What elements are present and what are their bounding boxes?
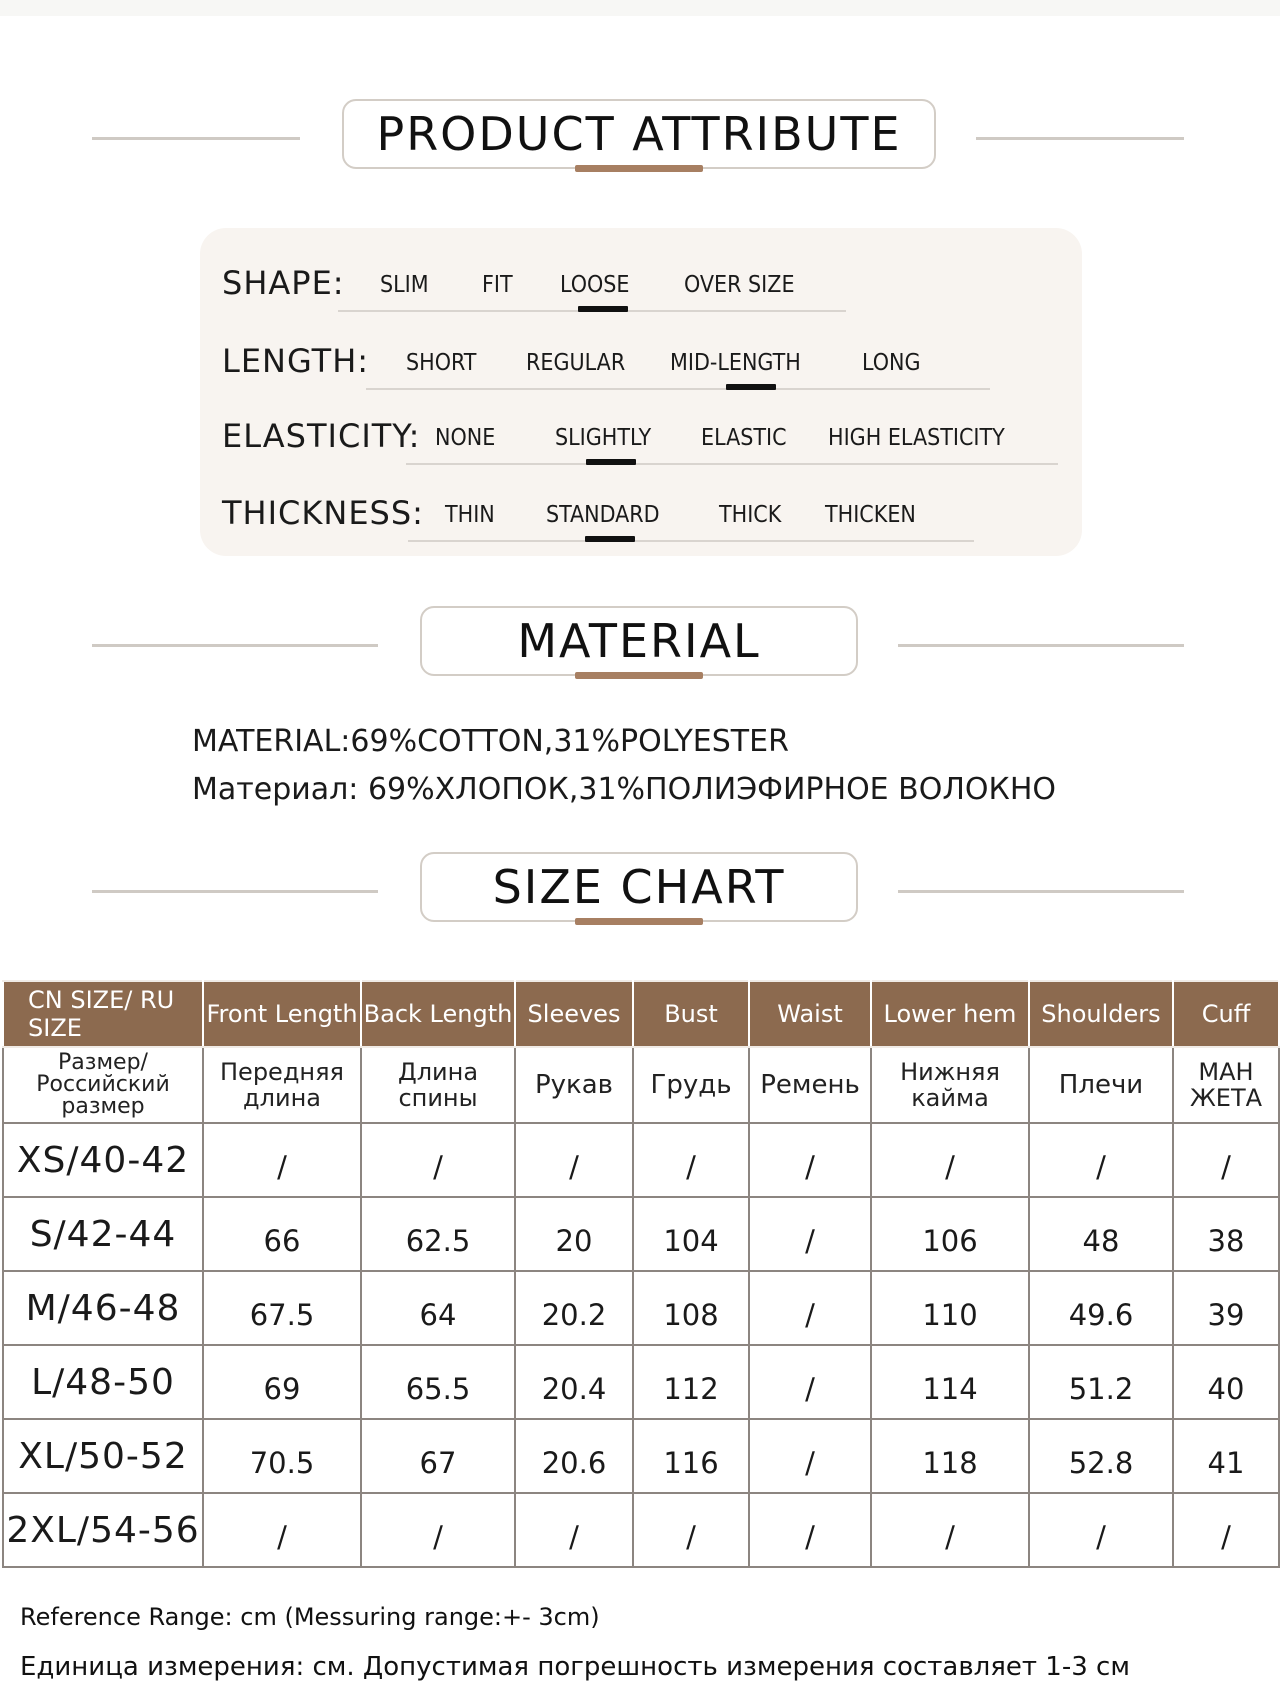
header-size: CN SIZE/ RU SIZE bbox=[3, 981, 203, 1047]
table-cell: 20.2 bbox=[515, 1271, 633, 1345]
table-cell: 65.5 bbox=[361, 1345, 515, 1419]
header-ru-back-length: Длина спины bbox=[361, 1047, 515, 1123]
option-thin: THIN bbox=[445, 502, 495, 528]
table-cell: / bbox=[1029, 1493, 1173, 1567]
table-cell: 20.6 bbox=[515, 1419, 633, 1493]
header-ru-bust: Грудь bbox=[633, 1047, 749, 1123]
table-cell: / bbox=[633, 1493, 749, 1567]
table-header-row-ru bbox=[3, 1047, 1279, 1123]
header-ru-lower-hem: Нижняя кайма bbox=[871, 1047, 1029, 1123]
size-chart-header bbox=[0, 852, 1280, 932]
table-cell: 67 bbox=[361, 1419, 515, 1493]
size-chart-title: SIZE CHART bbox=[420, 852, 858, 922]
header-shoulders: Shoulders bbox=[1029, 981, 1173, 1047]
table-cell: 20.4 bbox=[515, 1345, 633, 1419]
top-band bbox=[0, 0, 1280, 16]
table-cell: 66 bbox=[203, 1197, 361, 1271]
header-rule-left bbox=[92, 137, 300, 140]
header-ru-size: Размер/ Российский размер bbox=[3, 1047, 203, 1123]
table-cell: / bbox=[515, 1493, 633, 1567]
header-waist: Waist bbox=[749, 981, 871, 1047]
table-cell: 64 bbox=[361, 1271, 515, 1345]
selected-indicator bbox=[578, 306, 628, 312]
header-ru-shoulders: Плечи bbox=[1029, 1047, 1173, 1123]
table-cell: 70.5 bbox=[203, 1419, 361, 1493]
option-standard: STANDARD bbox=[546, 502, 660, 528]
option-over-size: OVER SIZE bbox=[684, 272, 795, 298]
option-long: LONG bbox=[862, 350, 921, 376]
attribute-label: THICKNESS: bbox=[222, 494, 424, 532]
table-cell: / bbox=[749, 1123, 871, 1197]
table-row bbox=[3, 1345, 1279, 1419]
table-cell: 114 bbox=[871, 1345, 1029, 1419]
size-cell: XL/50-52 bbox=[3, 1419, 203, 1493]
table-cell: 49.6 bbox=[1029, 1271, 1173, 1345]
attribute-row-thickness bbox=[200, 480, 1082, 540]
table-cell: 116 bbox=[633, 1419, 749, 1493]
header-cuff: Cuff bbox=[1173, 981, 1279, 1047]
table-cell: / bbox=[1173, 1493, 1279, 1567]
attribute-label: SHAPE: bbox=[222, 264, 345, 302]
table-cell: / bbox=[361, 1123, 515, 1197]
header-rule-right bbox=[898, 890, 1184, 893]
table-row bbox=[3, 1493, 1279, 1567]
table-cell: 38 bbox=[1173, 1197, 1279, 1271]
header-ru-front-length: Передняя длина bbox=[203, 1047, 361, 1123]
reference-range-en: Reference Range: cm (Messuring range:+- 3cm) bbox=[20, 1603, 600, 1631]
table-cell: / bbox=[1173, 1123, 1279, 1197]
option-loose: LOOSE bbox=[560, 272, 630, 298]
header-ru-waist: Ремень bbox=[749, 1047, 871, 1123]
table-row bbox=[3, 1197, 1279, 1271]
table-row bbox=[3, 1123, 1279, 1197]
header-lower-hem: Lower hem bbox=[871, 981, 1029, 1047]
table-row bbox=[3, 1271, 1279, 1345]
table-cell: 110 bbox=[871, 1271, 1029, 1345]
table-cell: 118 bbox=[871, 1419, 1029, 1493]
material-info bbox=[192, 718, 1142, 814]
size-cell: M/46-48 bbox=[3, 1271, 203, 1345]
table-cell: / bbox=[871, 1493, 1029, 1567]
option-high-elasticity: HIGH ELASTICITY bbox=[828, 425, 1005, 451]
product-attribute-title: PRODUCT ATTRIBUTE bbox=[342, 99, 936, 169]
selected-indicator bbox=[586, 459, 636, 465]
table-cell: 20 bbox=[515, 1197, 633, 1271]
table-cell: 48 bbox=[1029, 1197, 1173, 1271]
table-cell: 62.5 bbox=[361, 1197, 515, 1271]
table-cell: 52.8 bbox=[1029, 1419, 1173, 1493]
table-cell: / bbox=[633, 1123, 749, 1197]
header-rule-right bbox=[898, 644, 1184, 647]
material-en: MATERIAL:69%COTTON,31%POLYESTER bbox=[192, 724, 789, 759]
table-cell: / bbox=[749, 1271, 871, 1345]
title-accent-bar bbox=[575, 165, 703, 172]
option-mid-length: MID-LENGTH bbox=[670, 350, 801, 376]
attribute-row-shape bbox=[200, 250, 1082, 310]
option-none: NONE bbox=[435, 425, 496, 451]
table-cell: 108 bbox=[633, 1271, 749, 1345]
attribute-label: LENGTH: bbox=[222, 342, 370, 380]
header-rule-left bbox=[92, 890, 378, 893]
table-header-row-en bbox=[3, 981, 1279, 1047]
option-thick: THICK bbox=[719, 502, 782, 528]
product-attribute-header bbox=[0, 99, 1280, 179]
table-cell: / bbox=[749, 1493, 871, 1567]
table-cell: 104 bbox=[633, 1197, 749, 1271]
table-cell: / bbox=[871, 1123, 1029, 1197]
option-slightly: SLIGHTLY bbox=[555, 425, 652, 451]
table-cell: 106 bbox=[871, 1197, 1029, 1271]
table-cell: / bbox=[749, 1345, 871, 1419]
title-accent-bar bbox=[575, 672, 703, 679]
header-rule-right bbox=[976, 137, 1184, 140]
table-cell: 40 bbox=[1173, 1345, 1279, 1419]
table-cell: 51.2 bbox=[1029, 1345, 1173, 1419]
header-sleeves: Sleeves bbox=[515, 981, 633, 1047]
header-ru-cuff: МАН ЖЕТА bbox=[1173, 1047, 1279, 1123]
attribute-row-length bbox=[200, 328, 1082, 388]
header-rule-left bbox=[92, 644, 378, 647]
size-cell: L/48-50 bbox=[3, 1345, 203, 1419]
header-bust: Bust bbox=[633, 981, 749, 1047]
table-cell: / bbox=[1029, 1123, 1173, 1197]
attribute-underline bbox=[366, 388, 990, 390]
attribute-row-elasticity bbox=[200, 403, 1082, 463]
option-short: SHORT bbox=[406, 350, 477, 376]
size-chart-table bbox=[2, 980, 1280, 1568]
option-elastic: ELASTIC bbox=[701, 425, 787, 451]
selected-indicator bbox=[585, 536, 635, 542]
header-back-length: Back Length bbox=[361, 981, 515, 1047]
table-cell: 39 bbox=[1173, 1271, 1279, 1345]
option-fit: FIT bbox=[482, 272, 513, 298]
material-ru: Материал: 69%ХЛОПОК,31%ПОЛИЭФИРНОЕ ВОЛОКНО bbox=[192, 772, 1057, 807]
size-cell: S/42-44 bbox=[3, 1197, 203, 1271]
size-cell: 2XL/54-56 bbox=[3, 1493, 203, 1567]
title-accent-bar bbox=[575, 918, 703, 925]
table-cell: / bbox=[203, 1123, 361, 1197]
table-cell: / bbox=[749, 1197, 871, 1271]
table-cell: / bbox=[203, 1493, 361, 1567]
material-header bbox=[0, 606, 1280, 686]
size-cell: XS/40-42 bbox=[3, 1123, 203, 1197]
attribute-label: ELASTICITY: bbox=[222, 417, 421, 455]
table-row bbox=[3, 1419, 1279, 1493]
table-cell: / bbox=[749, 1419, 871, 1493]
header-front-length: Front Length bbox=[203, 981, 361, 1047]
table-cell: / bbox=[515, 1123, 633, 1197]
attribute-panel bbox=[200, 228, 1082, 556]
reference-range-ru: Единица измерения: см. Допустимая погрешность измерения составляет 1-3 см bbox=[20, 1652, 1130, 1682]
measurement-notes bbox=[20, 1592, 1260, 1692]
table-cell: 69 bbox=[203, 1345, 361, 1419]
attribute-underline bbox=[406, 463, 1058, 465]
selected-indicator bbox=[726, 384, 776, 390]
table-cell: 41 bbox=[1173, 1419, 1279, 1493]
option-slim: SLIM bbox=[380, 272, 429, 298]
material-title: MATERIAL bbox=[420, 606, 858, 676]
attribute-underline bbox=[408, 540, 974, 542]
table-cell: 67.5 bbox=[203, 1271, 361, 1345]
option-regular: REGULAR bbox=[526, 350, 626, 376]
table-cell: / bbox=[361, 1493, 515, 1567]
option-thicken: THICKEN bbox=[825, 502, 916, 528]
table-cell: 112 bbox=[633, 1345, 749, 1419]
header-ru-sleeves: Рукав bbox=[515, 1047, 633, 1123]
